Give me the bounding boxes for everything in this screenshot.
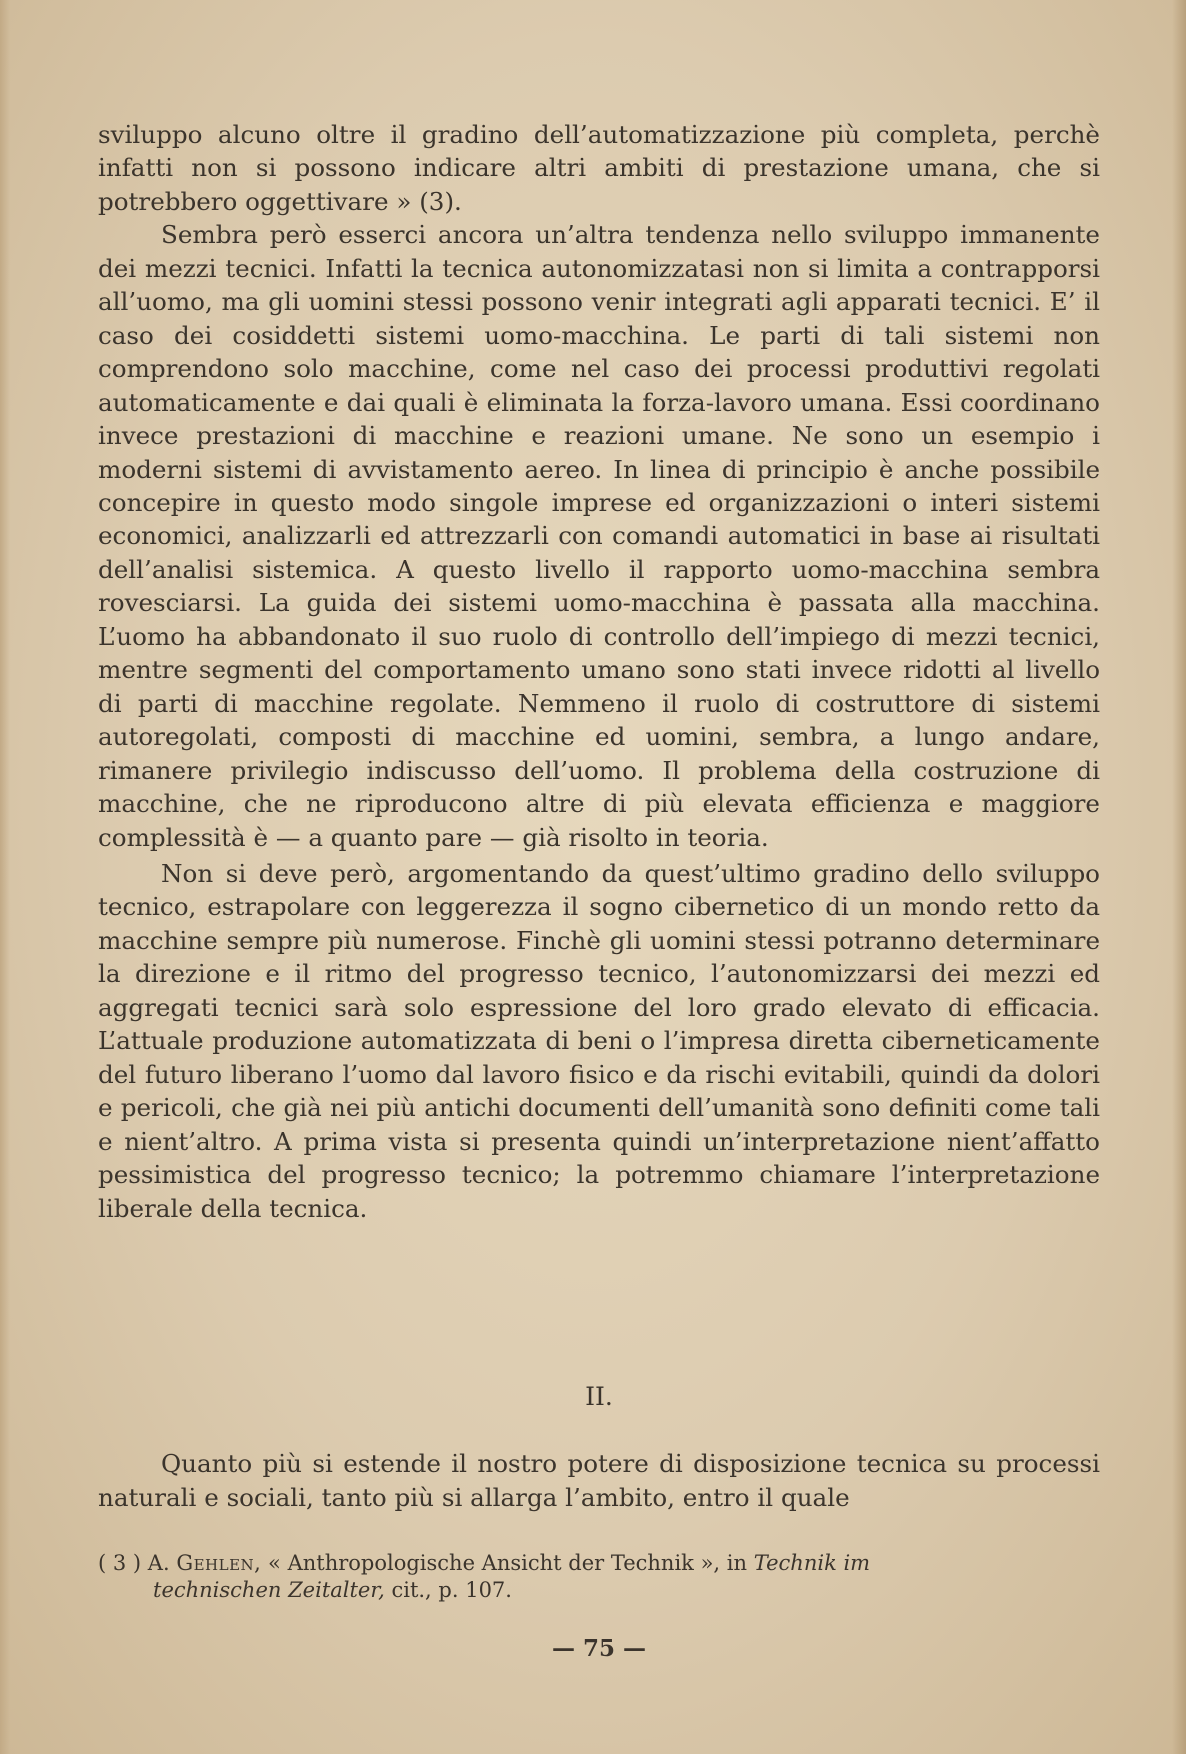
paragraph-3: Non si deve però, argomentando da quest’ultimo gradino dello sviluppo tecnico, estrapolare con leggerezza il sogno cibernetico di un mondo retto da macchine sempre più numerose. Finchè gli uomini stessi potranno determinare la direzione e il ritmo del progresso tecnico, l’autonomizzarsi dei mezzi ed aggregati tecnici sarà solo espressione del loro grado elevato di efficacia. L’attuale produzione automatizzata di beni o l’impresa diretta ciberneticamente del futuro liberano l’uomo dal lavoro fisico e da rischi evitabili, quindi da dolori e pericoli, che già nei più antichi documenti dell’umanità sono definiti come tali e nient’altro. A prima vista si presenta quindi un’interpretazione nient’affatto pessimistica del progresso tecnico; la potremmo chiamare l’interpretazione liberale della tecnica.: [98, 858, 1100, 1223]
footnote-marker: ( 3 ): [98, 1551, 142, 1575]
footnote-author-surname: Gehlen,: [176, 1551, 262, 1575]
page-number: — 75 —: [551, 1635, 647, 1662]
section-heading: II.: [585, 1382, 613, 1411]
footnote-book-title-part2: technischen Zeitalter,: [153, 1578, 385, 1602]
footnote-citation-tail: cit., p. 107.: [391, 1578, 512, 1602]
footnote: [98, 1550, 1100, 1604]
footnote-article-title: « Anthropologische Ansicht der Technik »,: [268, 1551, 721, 1575]
page-edge-left: [0, 0, 10, 1754]
paragraph-2: Sembra però esserci ancora un’altra tendenza nello sviluppo immanente dei mezzi tecnici. Infatti la tecnica autonomizzatasi non si limita a contrapporsi all’uomo, ma gli uomini stessi possono venir integrati agli apparati tecnici. E’ il caso dei cosiddetti sistemi uomo-macchina. Le parti di tali sistemi non comprendono solo macchine, come nel caso dei processi produttivi regolati automaticamente e dai quali è eliminata la forza-lavoro umana. Essi coordinano invece prestazioni di macchine e reazioni umane. Ne sono un esempio i moderni sistemi di avvistamento aereo. In linea di principio è anche possibile concepire in questo modo singole imprese ed organizzazioni o interi sistemi economici, analizzarli ed attrezzarli con comandi automatici in base ai risultati dell’analisi sistemica. A questo livello il rapporto uomo-macchina sembra rovesciarsi. La guida dei sistemi uomo-macchina è passata alla macchina. L’uomo ha abbandonato il suo ruolo di controllo dell’impiego di mezzi tecnici, mentre segmenti del comportamento umano sono stati invece ridotti al livello di parti di macchine regolate. Nemmeno il ruolo di costruttore di sistemi autoregolati, composti di macchine ed uomini, sembra, a lungo andare, rimanere privilegio indiscusso dell’uomo. Il problema della costruzione di macchine, che ne riproducono altre di più elevata efficienza e maggiore complessità è — a quanto pare — già risolto in teoria.: [98, 220, 1100, 852]
footnote-connector: in: [726, 1551, 748, 1575]
footnote-author-initial: A.: [147, 1551, 170, 1575]
footnote-book-title-part1: Technik im: [753, 1551, 871, 1575]
section-paragraph: Quanto più si estende il nostro potere di disposizione tecnica su processi naturali e sociali, tanto più si allarga l’ambito, entro il quale: [98, 1449, 1100, 1512]
paragraph-1: sviluppo alcuno oltre il gradino dell’automatizzazione più completa, perchè infatti non si possono indicare altri ambiti di prestazione umana, che si potrebbero oggettivare » (3).: [98, 120, 1100, 216]
main-text-block: [98, 118, 1100, 1225]
page-edge-right: [1172, 0, 1186, 1754]
footnote-continuation: [98, 1577, 1100, 1604]
